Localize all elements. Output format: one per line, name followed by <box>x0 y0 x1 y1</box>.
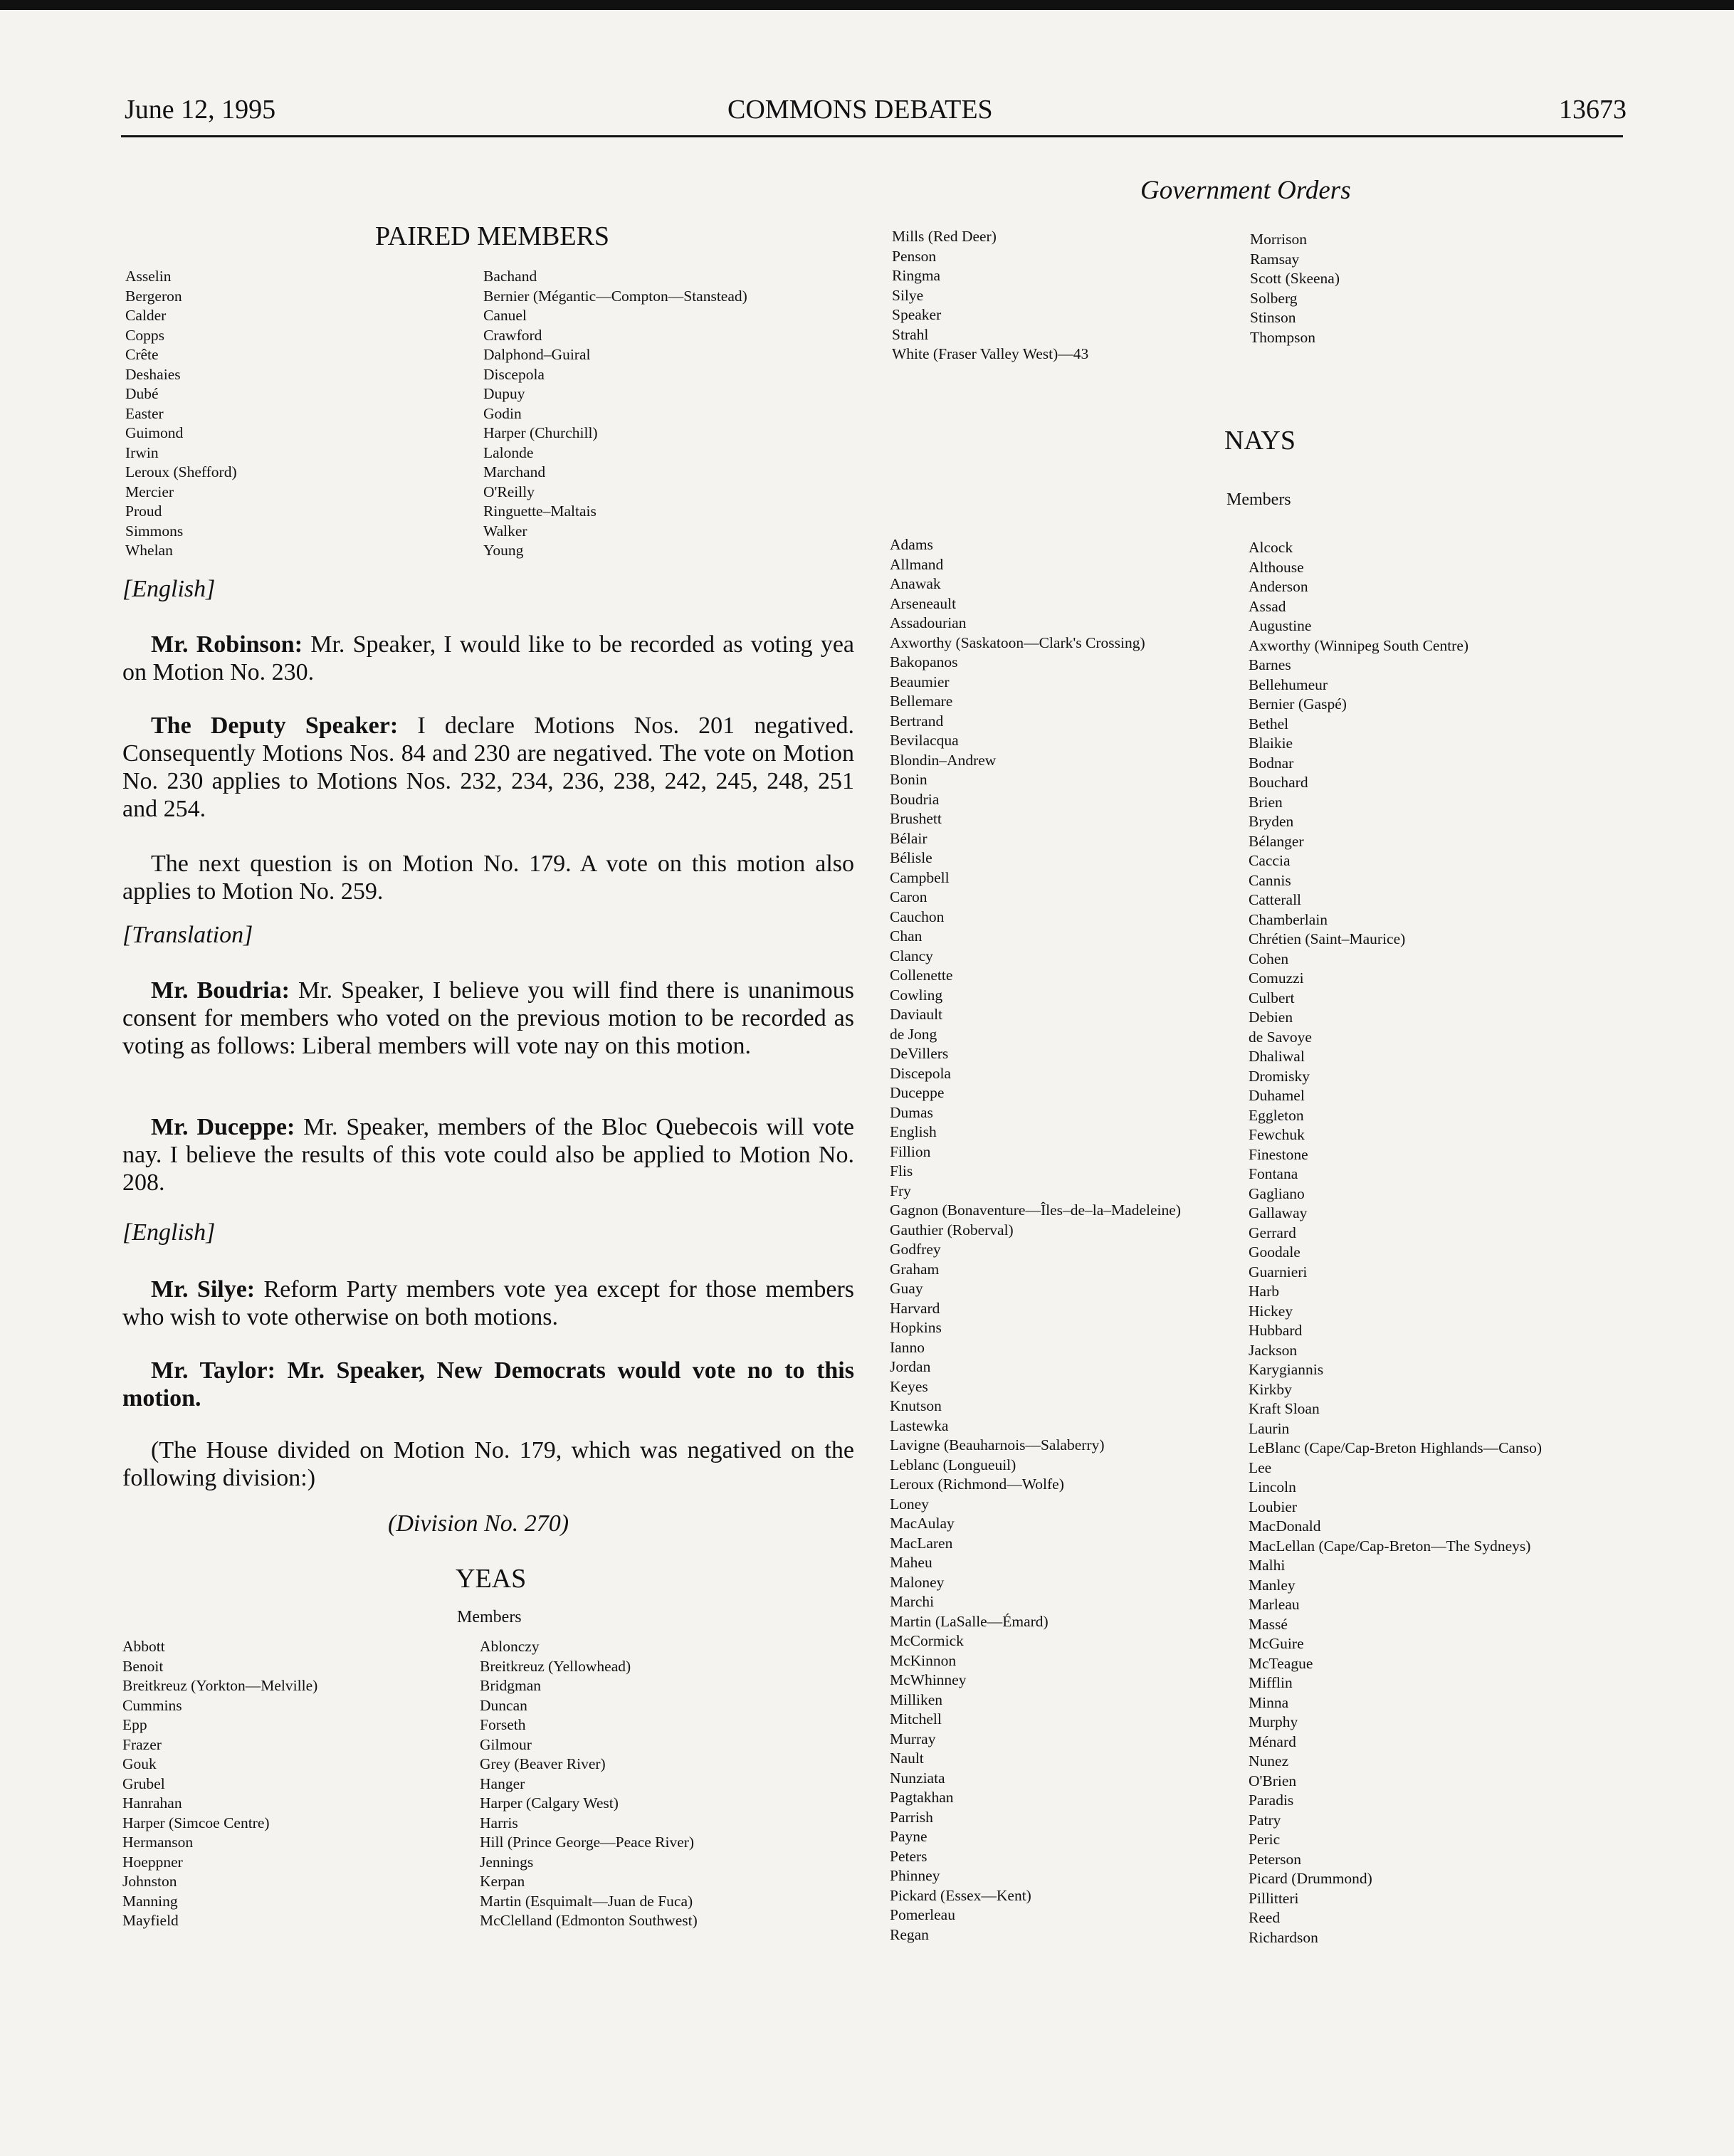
member-name: Axworthy (Saskatoon—Clark's Crossing) <box>890 633 1145 651</box>
member-name: Godin <box>483 404 522 422</box>
speech-robinson <box>122 631 854 686</box>
member-name: Copps <box>125 326 164 344</box>
member-name: Bernier (Gaspé) <box>1249 695 1347 712</box>
member-name: Clancy <box>890 947 933 964</box>
member-name: Bélisle <box>890 849 932 866</box>
member-name: Harb <box>1249 1283 1279 1300</box>
member-name: Hanrahan <box>122 1794 182 1811</box>
member-name: Peterson <box>1249 1850 1302 1868</box>
member-name: Bethel <box>1249 715 1289 732</box>
member-name: Ménard <box>1249 1732 1296 1750</box>
member-name: Paradis <box>1249 1792 1294 1809</box>
member-name: McWhinney <box>890 1671 967 1688</box>
member-name: Bouchard <box>1249 774 1308 791</box>
member-name: Cohen <box>1249 950 1289 967</box>
member-name: Manning <box>122 1892 178 1910</box>
division-intro <box>122 1436 854 1492</box>
member-name: Martin (LaSalle—Émard) <box>890 1612 1049 1630</box>
member-name: Maloney <box>890 1573 945 1591</box>
member-name: Dupuy <box>483 385 525 402</box>
member-name: Fry <box>890 1182 911 1199</box>
member-name: Ablonczy <box>480 1638 540 1655</box>
member-name: Dhaliwal <box>1249 1048 1305 1065</box>
member-name: Minna <box>1249 1693 1289 1711</box>
member-name: Peric <box>1249 1831 1281 1848</box>
member-name: Bernier (Mégantic—Compton—Stanstead) <box>483 287 747 305</box>
member-name: Lavigne (Beauharnois—Salaberry) <box>890 1436 1105 1453</box>
member-name: Dalphond–Guiral <box>483 346 591 363</box>
member-name: Asselin <box>125 268 172 285</box>
member-name: Assadourian <box>890 614 967 631</box>
language-marker-english: [English] <box>122 576 216 602</box>
member-name: Kraft Sloan <box>1249 1400 1320 1417</box>
speech-deputy-speaker <box>122 712 854 823</box>
member-name: Goodale <box>1249 1243 1300 1261</box>
member-name: Nault <box>890 1750 924 1767</box>
member-name: Reed <box>1249 1909 1281 1926</box>
member-name: Fewchuk <box>1249 1126 1305 1143</box>
member-name: MacDonald <box>1249 1518 1321 1535</box>
speech-text: Mr. Speaker, I believe you will find there is unanimous consent for members who voted on the previous motion to be recorded as voting as follows: Liberal members will vote nay on this motion. <box>122 977 855 1059</box>
member-name: Frazer <box>122 1735 162 1753</box>
member-name: Daviault <box>890 1006 943 1023</box>
member-name: Brushett <box>890 810 942 827</box>
speech-duceppe <box>122 1113 854 1197</box>
member-name: Loubier <box>1249 1498 1298 1515</box>
member-name: Gallaway <box>1249 1204 1308 1221</box>
header-title: COMMONS DEBATES <box>727 95 993 125</box>
member-name: Comuzzi <box>1249 969 1304 987</box>
member-name: Althouse <box>1249 558 1304 576</box>
member-name: Duncan <box>480 1696 527 1714</box>
speech-text: The next question is on Motion No. 179. A vote on this motion also applies to Motion No. 259. <box>122 851 854 905</box>
member-name: Duceppe <box>890 1084 945 1101</box>
member-name: Cowling <box>890 986 943 1004</box>
member-name: Lastewka <box>890 1416 949 1434</box>
member-name: Hanger <box>480 1774 525 1792</box>
member-name: Hubbard <box>1249 1322 1303 1339</box>
nays-col-2 <box>1249 538 1542 1947</box>
member-name: Simmons <box>125 522 184 540</box>
member-name: Discepola <box>890 1064 951 1082</box>
language-marker-translation: [Translation] <box>122 922 253 948</box>
member-name: Malhi <box>1249 1557 1286 1574</box>
member-name: Leroux (Richmond—Wolfe) <box>890 1476 1064 1493</box>
member-name: Barnes <box>1249 656 1291 673</box>
member-name: Caccia <box>1249 852 1291 869</box>
member-name: Maheu <box>890 1554 932 1571</box>
member-name: Pagtakhan <box>890 1789 954 1806</box>
member-name: Penson <box>892 247 937 265</box>
member-name: Bachand <box>483 268 537 285</box>
member-name: Cauchon <box>890 908 945 925</box>
member-name: Catterall <box>1249 891 1302 908</box>
member-name: Hopkins <box>890 1319 942 1336</box>
member-name: Payne <box>890 1828 928 1845</box>
member-name: Murray <box>890 1730 936 1747</box>
member-name: Regan <box>890 1925 929 1943</box>
member-name: Ringuette–Maltais <box>483 503 597 520</box>
member-name: Marchand <box>483 463 546 480</box>
speech-taylor <box>122 1357 854 1412</box>
speech-text: Mr. Speaker, New Democrats would vote no to this motion. <box>122 1357 854 1411</box>
member-name: Pickard (Essex—Kent) <box>890 1886 1031 1904</box>
member-name: Culbert <box>1249 989 1295 1006</box>
next-question-paragraph <box>122 850 854 905</box>
member-name: Milliken <box>890 1690 943 1708</box>
speech-text: I declare Motions Nos. 201 negatived. Consequently Motions Nos. 84 and 230 are negatived. The vote on Motion No. 230 applies to Motions Nos. 232, 234, 236, 238, 242, 245, 248, 251 and 254. <box>122 712 854 822</box>
speaker-name: Mr. Taylor: <box>151 1357 275 1384</box>
member-name: Calder <box>125 307 167 324</box>
member-name: Dromisky <box>1249 1067 1310 1085</box>
member-name: Caron <box>890 888 928 905</box>
member-name: Augustine <box>1249 617 1312 634</box>
language-marker-english-2: [English] <box>122 1219 216 1246</box>
member-name: Bélanger <box>1249 832 1304 850</box>
member-name: Blondin–Andrew <box>890 751 997 769</box>
member-name: Boudria <box>890 790 940 808</box>
member-name: Karygiannis <box>1249 1361 1324 1378</box>
member-name: Discepola <box>483 365 545 383</box>
speaker-name: Mr. Boudria: <box>151 977 290 1004</box>
member-name: Gagliano <box>1249 1184 1305 1202</box>
member-name: Mills (Red Deer) <box>892 228 997 245</box>
speech-silye <box>122 1276 854 1331</box>
member-name: Grubel <box>122 1774 165 1792</box>
member-name: Harper (Churchill) <box>483 424 598 441</box>
member-name: Finestone <box>1249 1145 1308 1163</box>
member-name: Harvard <box>890 1299 940 1317</box>
member-name: Manley <box>1249 1576 1296 1594</box>
member-name: Speaker <box>892 306 942 323</box>
member-name: Dubé <box>125 385 159 402</box>
member-name: Dumas <box>890 1103 933 1121</box>
member-name: MacAulay <box>890 1515 955 1532</box>
member-name: Grey (Beaver River) <box>480 1755 606 1772</box>
member-name: Ianno <box>890 1338 925 1356</box>
member-name: Beaumier <box>890 673 950 690</box>
member-name: Ringma <box>892 267 941 284</box>
member-name: Mercier <box>125 483 174 500</box>
member-name: Harper (Simcoe Centre) <box>122 1814 270 1831</box>
member-name: Crawford <box>483 326 542 344</box>
member-name: Phinney <box>890 1867 940 1884</box>
speech-boudria <box>122 977 854 1060</box>
member-name: Leblanc (Longueuil) <box>890 1456 1016 1473</box>
member-name: Keyes <box>890 1377 928 1395</box>
member-name: Knutson <box>890 1397 942 1414</box>
member-name: Jordan <box>890 1358 931 1375</box>
member-name: Cannis <box>1249 871 1291 889</box>
member-name: Thompson <box>1250 328 1315 346</box>
member-name: Nunziata <box>890 1769 945 1787</box>
member-name: Bellemare <box>890 693 953 710</box>
member-name: Johnston <box>122 1873 177 1890</box>
member-name: Duhamel <box>1249 1087 1305 1104</box>
member-name: de Savoye <box>1249 1028 1312 1046</box>
member-name: Deshaies <box>125 365 181 383</box>
member-name: Stinson <box>1250 309 1296 326</box>
member-name: Hoeppner <box>122 1853 183 1871</box>
member-name: Gauthier (Roberval) <box>890 1221 1014 1239</box>
nays-col-1 <box>890 535 1181 1945</box>
member-name: Forseth <box>480 1716 526 1733</box>
member-name: O'Reilly <box>483 483 535 500</box>
member-name: Lincoln <box>1249 1478 1296 1495</box>
member-name: Abbott <box>122 1638 165 1655</box>
member-name: Richardson <box>1249 1928 1318 1946</box>
member-name: Kirkby <box>1249 1380 1292 1398</box>
member-name: Bodnar <box>1249 754 1294 772</box>
speaker-name: Mr. Duceppe: <box>151 1114 295 1140</box>
member-name: McTeague <box>1249 1654 1313 1672</box>
member-name: Lalonde <box>483 443 534 461</box>
member-name: Patry <box>1249 1811 1281 1829</box>
paired-members-heading: PAIRED MEMBERS <box>375 221 610 251</box>
member-name: Lee <box>1249 1458 1272 1476</box>
member-name: Whelan <box>125 542 173 559</box>
member-name: Irwin <box>125 443 159 461</box>
member-name: White (Fraser Valley West)—43 <box>892 345 1089 362</box>
nays-heading: NAYS <box>1224 426 1296 456</box>
member-name: Debien <box>1249 1009 1293 1026</box>
member-name: Fontana <box>1249 1165 1298 1182</box>
member-name: Canuel <box>483 307 527 324</box>
member-name: Hill (Prince George—Peace River) <box>480 1834 695 1851</box>
member-name: Easter <box>125 404 164 422</box>
member-name: Campbell <box>890 868 950 886</box>
member-name: LeBlanc (Cape/Cap-Breton Highlands—Canso) <box>1249 1439 1542 1456</box>
member-name: Pomerleau <box>890 1906 955 1923</box>
member-name: Alcock <box>1249 539 1293 556</box>
member-name: Solberg <box>1250 289 1298 307</box>
member-name: Massé <box>1249 1615 1288 1633</box>
member-name: Nunez <box>1249 1752 1289 1770</box>
yeas-col-1 <box>122 1637 317 1931</box>
member-name: Ramsay <box>1250 250 1300 268</box>
member-name: Allmand <box>890 555 944 573</box>
member-name: Bertrand <box>890 712 944 730</box>
member-name: Laurin <box>1249 1419 1290 1437</box>
member-name: Murphy <box>1249 1713 1298 1730</box>
member-name: Bakopanos <box>890 653 958 671</box>
member-name: MacLellan (Cape/Cap-Breton—The Sydneys) <box>1249 1537 1531 1555</box>
member-name: McKinnon <box>890 1651 957 1669</box>
member-name: Anderson <box>1249 578 1308 595</box>
member-name: Strahl <box>892 325 929 343</box>
member-name: Bevilacqua <box>890 732 959 749</box>
yeas-col-3 <box>892 227 1088 364</box>
speech-text: Mr. Speaker, I would like to be recorded as voting yea on Motion No. 230. <box>122 631 854 685</box>
member-name: MacLaren <box>890 1534 953 1552</box>
member-name: Hermanson <box>122 1834 194 1851</box>
scan-top-edge <box>0 0 1734 10</box>
member-name: Loney <box>890 1495 929 1513</box>
member-name: Marchi <box>890 1593 935 1610</box>
member-name: Mitchell <box>890 1710 942 1728</box>
yeas-members-subheading: Members <box>457 1608 522 1626</box>
member-name: Bélair <box>890 829 928 847</box>
member-name: Eggleton <box>1249 1106 1304 1124</box>
member-name: Chamberlain <box>1249 910 1328 928</box>
member-name: Fillion <box>890 1142 931 1160</box>
member-name: Gouk <box>122 1755 157 1772</box>
section-title: Government Orders <box>1140 176 1351 205</box>
header-rule <box>121 135 1623 137</box>
member-name: Jackson <box>1249 1341 1298 1359</box>
paired-col-2 <box>483 267 747 561</box>
member-name: Guarnieri <box>1249 1263 1308 1281</box>
member-name: Adams <box>890 536 933 553</box>
header-page-number: 13673 <box>1559 95 1627 125</box>
member-name: Axworthy (Winnipeg South Centre) <box>1249 636 1469 654</box>
member-name: Gilmour <box>480 1735 532 1753</box>
member-name: Mifflin <box>1249 1674 1293 1691</box>
yeas-heading: YEAS <box>456 1564 527 1594</box>
member-name: Jennings <box>480 1853 534 1871</box>
member-name: Picard (Drummond) <box>1249 1870 1372 1887</box>
nays-members-subheading: Members <box>1226 490 1291 509</box>
member-name: Chan <box>890 927 923 945</box>
member-name: Breitkreuz (Yellowhead) <box>480 1657 631 1675</box>
member-name: Marleau <box>1249 1596 1300 1613</box>
yeas-col-4 <box>1250 230 1340 347</box>
member-name: Walker <box>483 522 527 540</box>
member-name: Gerrard <box>1249 1224 1296 1241</box>
member-name: Arseneault <box>890 594 957 612</box>
member-name: Peters <box>890 1847 928 1865</box>
member-name: McClelland (Edmonton Southwest) <box>480 1912 698 1929</box>
member-name: Blaikie <box>1249 735 1293 752</box>
member-name: McGuire <box>1249 1635 1304 1652</box>
division-number: (Division No. 270) <box>388 1510 569 1537</box>
speech-text: Reform Party members vote yea except for those members who wish to vote otherwise on both motions. <box>122 1276 854 1330</box>
member-name: Bellehumeur <box>1249 675 1328 693</box>
member-name: Guay <box>890 1280 923 1297</box>
member-name: O'Brien <box>1249 1772 1297 1789</box>
member-name: Flis <box>890 1162 913 1179</box>
member-name: Mayfield <box>122 1912 179 1929</box>
yeas-col-2 <box>480 1637 698 1931</box>
paired-col-1 <box>125 267 237 561</box>
member-name: English <box>890 1123 937 1140</box>
member-name: Proud <box>125 503 162 520</box>
member-name: Young <box>483 542 524 559</box>
speech-text: Mr. Speaker, members of the Bloc Quebecois will vote nay. I believe the results of this vote could also be applied to Motion No. 208. <box>122 1114 854 1196</box>
member-name: Collenette <box>890 967 953 984</box>
member-name: Morrison <box>1250 231 1308 248</box>
header-date: June 12, 1995 <box>125 95 276 125</box>
speaker-name: The Deputy Speaker: <box>151 712 399 739</box>
member-name: Anawak <box>890 575 941 592</box>
member-name: Assad <box>1249 597 1286 615</box>
speaker-name: Mr. Silye: <box>151 1276 256 1303</box>
member-name: Bridgman <box>480 1677 541 1694</box>
member-name: Silye <box>892 286 924 304</box>
speech-text: (The House divided on Motion No. 179, which was negatived on the following division:) <box>122 1437 854 1491</box>
member-name: Leroux (Shefford) <box>125 463 237 480</box>
member-name: Bergeron <box>125 287 182 305</box>
member-name: Benoit <box>122 1657 164 1675</box>
member-name: Brien <box>1249 793 1283 811</box>
member-name: McCormick <box>890 1632 964 1649</box>
member-name: Bonin <box>890 771 928 788</box>
member-name: Parrish <box>890 1808 933 1826</box>
member-name: Graham <box>890 1260 940 1278</box>
member-name: DeVillers <box>890 1045 949 1062</box>
member-name: Martin (Esquimalt—Juan de Fuca) <box>480 1892 693 1910</box>
member-name: Cummins <box>122 1696 182 1714</box>
member-name: Pillitteri <box>1249 1889 1299 1907</box>
member-name: Kerpan <box>480 1873 525 1890</box>
member-name: Harris <box>480 1814 518 1831</box>
speaker-name: Mr. Robinson: <box>151 631 303 658</box>
member-name: Harper (Calgary West) <box>480 1794 619 1811</box>
member-name: Godfrey <box>890 1241 941 1258</box>
member-name: Chrétien (Saint–Maurice) <box>1249 930 1406 947</box>
member-name: Bryden <box>1249 813 1294 830</box>
member-name: Guimond <box>125 424 184 441</box>
member-name: Crête <box>125 346 159 363</box>
member-name: Breitkreuz (Yorkton—Melville) <box>122 1677 318 1694</box>
member-name: Gagnon (Bonaventure—Îles–de–la–Madeleine) <box>890 1201 1181 1219</box>
member-name: Scott (Skeena) <box>1250 270 1340 287</box>
member-name: Hickey <box>1249 1302 1293 1320</box>
member-name: de Jong <box>890 1025 937 1043</box>
member-name: Epp <box>122 1716 147 1733</box>
